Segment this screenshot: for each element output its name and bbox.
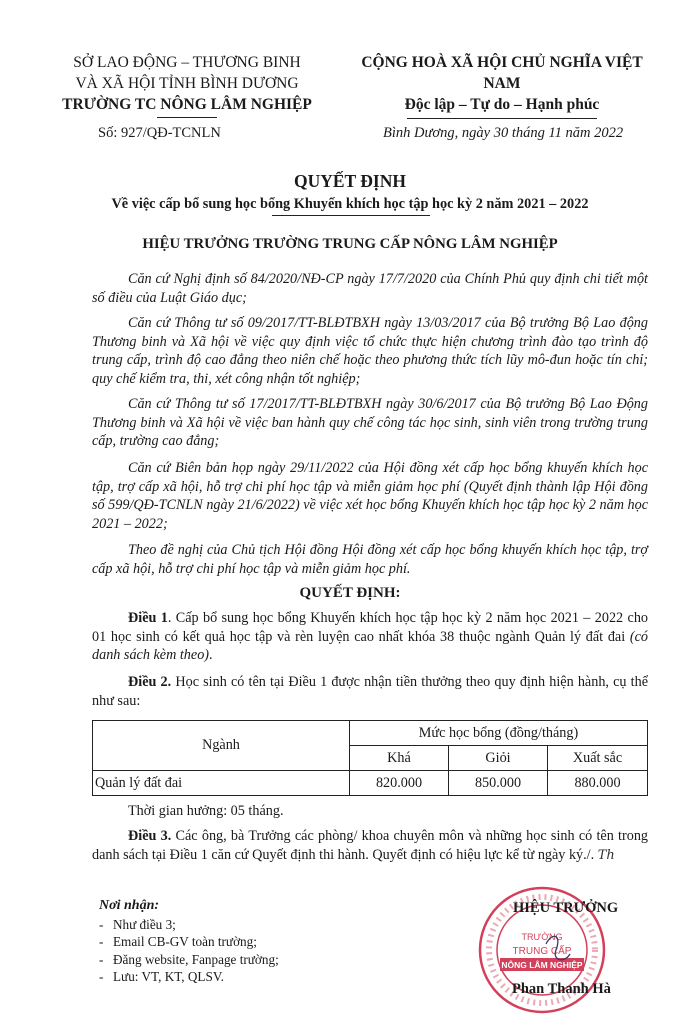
seal-text-line1: TRƯỜNG <box>521 932 563 942</box>
basis-circular-17: Căn cứ Thông tư số 17/2017/TT-BLĐTBXH ngày 30/6/2017 của Bộ trưởng Bộ Lao Động Thương binh và Xã hội về việc ban hành quy chế công tác học sinh, sinh viên trong trường trung cấp, trường cao đẳng; <box>92 396 648 450</box>
decision-subtitle: Về việc cấp bổ sung học bổng Khuyến khích học tập học kỳ 2 năm 2021 – 2022 <box>111 196 589 212</box>
list-item: - Email CB-GV toàn trường; <box>99 933 279 950</box>
issuing-org <box>52 52 322 118</box>
basis-meeting-minutes: Căn cứ Biên bản họp ngày 29/11/2022 của Hội đồng xét cấp học bổng khuyến khích học tập, trợ cấp xã hội, hỗ trợ chi phí học tập và miễn giảm học phí (Quyết định thành lập Hội đồng số 599/QĐ-TCNLN ngày 21/6/2022) về việc xét học bổng Khuyến khích học tập học kỳ 2 năm học 2021 – 2022; <box>92 460 648 532</box>
article-2 <box>92 673 648 710</box>
subtitle-underline <box>272 215 430 216</box>
basis-circular-09: Căn cứ Thông tư số 09/2017/TT-BLĐTBXH ngày 13/03/2017 của Bộ trưởng Bộ Lao động Thương binh và Xã hội về việc quy định việc tổ chức thực hiện chương trình đào tạo trình độ trung cấp, trình độ cao đẳng theo niên chế hoặc theo phương thức tích lũy mô-đun hoặc tín chỉ; quy chế kiểm tra, thi, xét công nhận tốt nghiệp; <box>92 315 648 387</box>
recipients-heading: Nơi nhận: <box>99 898 160 913</box>
cell-major: Quản lý đất đai <box>93 771 350 796</box>
doc-number: Số: 927/QĐ-TCNLN <box>98 125 221 141</box>
header-rate-group: Mức học bổng (đồng/tháng) <box>350 721 648 746</box>
org-ministry-line2: VÀ XÃ HỘI TỈNH BÌNH DƯƠNG <box>75 75 299 92</box>
basis-proposal: Theo đề nghị của Chủ tịch Hội đồng Hội đồng xét cấp học bổng khuyến khích học tập, trợ cấp xã hội, hỗ trợ chi phí học tập và miễn giảm học phí. <box>92 542 648 577</box>
handwritten-initials: Th <box>597 847 615 863</box>
table-row <box>93 771 648 796</box>
article-1-end: . <box>209 647 213 664</box>
org-school: TRƯỜNG TC NÔNG LÂM NGHIỆP <box>62 96 312 113</box>
article-1-text: . Cấp bổ sung học bổng Khuyến khích học tập học kỳ 2 năm học 2021 – 2022 cho 01 học sinh có kết quả học tập và rèn luyện cao nhất khóa 38 thuộc ngành Quản lý đất đai <box>92 610 649 645</box>
seal-text-line2: TRUNG CẤP <box>512 946 572 957</box>
scholarship-table <box>92 720 648 796</box>
org-underline <box>157 117 217 118</box>
article-2-text: Học sinh có tên tại Điều 1 được nhận tiền thưởng theo quy định hiện hành, cụ thể như sau: <box>92 674 649 709</box>
list-item: - Lưu: VT, KT, QLSV. <box>99 968 279 985</box>
signer-title: HIỆU TRƯỞNG <box>513 900 619 916</box>
decision-title: QUYẾT ĐỊNH <box>294 171 406 191</box>
article-1-label: Điều 1 <box>128 610 168 626</box>
motto-underline <box>407 118 597 119</box>
cell-gioi: 850.000 <box>449 771 548 796</box>
nation-name: CỘNG HOÀ XÃ HỘI CHỦ NGHĨA VIỆT NAM <box>361 54 643 92</box>
article-2-label: Điều 2. <box>128 674 172 690</box>
decides-heading: QUYẾT ĐỊNH: <box>299 585 401 601</box>
article-1-note: (có danh sách kèm theo) <box>92 628 648 664</box>
org-ministry-line1: SỞ LAO ĐỘNG – THƯƠNG BINH <box>73 54 301 71</box>
article-3-text: Các ông, bà Trưởng các phòng/ khoa chuyên môn và những học sinh có tên trong danh sách tại Điều 1 căn cứ Quyết định thi hành. Quyết định có hiệu lực kể từ ngày ký./. <box>92 828 649 863</box>
table-header-row <box>93 721 648 746</box>
article-1 <box>92 609 648 665</box>
article-3 <box>92 827 648 865</box>
recipients-list <box>99 916 279 986</box>
header-xuat-sac: Xuất sắc <box>548 746 648 771</box>
national-header <box>352 52 652 119</box>
header-major: Ngành <box>93 721 350 771</box>
header-gioi: Giỏi <box>449 746 548 771</box>
cell-kha: 820.000 <box>350 771 449 796</box>
cell-xuat-sac: 880.000 <box>548 771 648 796</box>
list-item: - Đăng website, Fanpage trường; <box>99 951 279 968</box>
authority-heading: HIỆU TRƯỞNG TRƯỜNG TRUNG CẤP NÔNG LÂM NGHIỆP <box>142 236 558 252</box>
place-date: Bình Dương, ngày 30 tháng 11 năm 2022 <box>383 125 624 141</box>
benefit-duration: Thời gian hưởng: 05 tháng. <box>128 803 284 819</box>
motto: Độc lập – Tự do – Hạnh phúc <box>404 96 600 113</box>
list-item: - Như điều 3; <box>99 916 279 933</box>
seal-text-line3: NÔNG LÂM NGHIỆP <box>501 960 583 970</box>
signer-name: Phan Thanh Hà <box>512 981 611 997</box>
header-kha: Khá <box>350 746 449 771</box>
article-3-label: Điều 3. <box>128 828 172 844</box>
basis-decree: Căn cứ Nghị định số 84/2020/NĐ-CP ngày 17/7/2020 của Chính Phủ quy định chi tiết một số điều của Luật Giáo dục; <box>92 271 648 306</box>
